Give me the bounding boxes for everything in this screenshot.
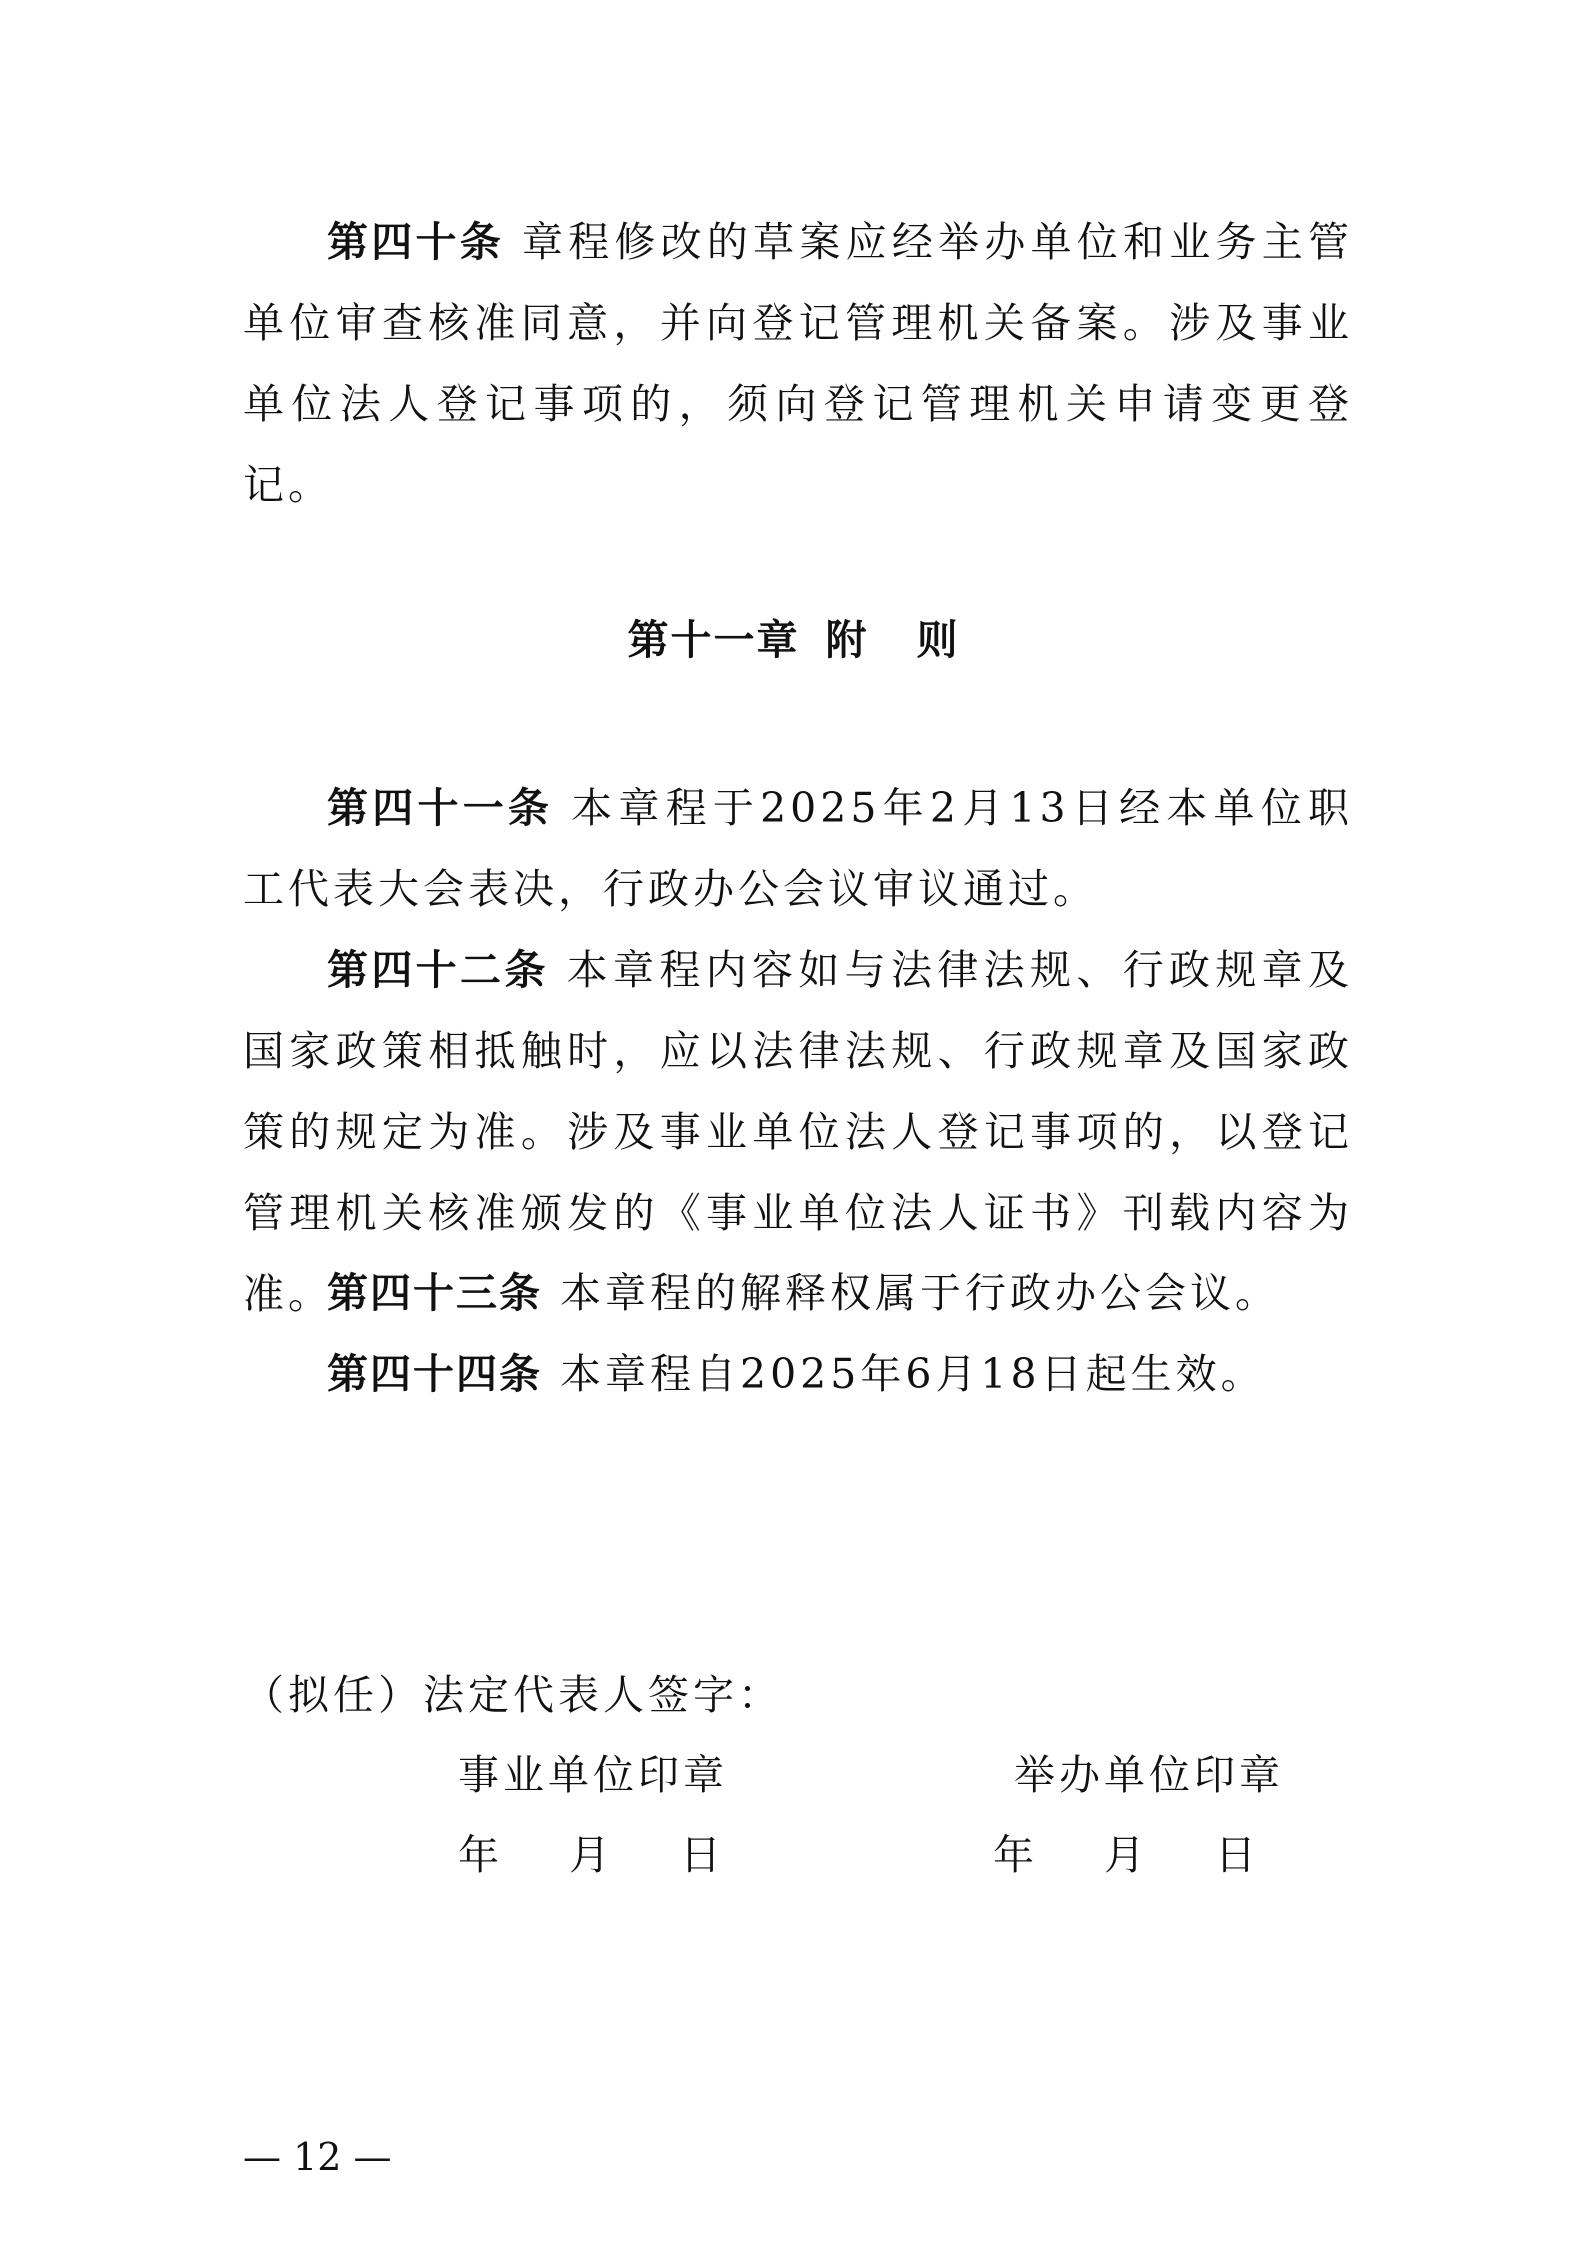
unit-seal-label: 事业单位印章 <box>458 1751 728 1799</box>
article-43-lead: 第四十三条 <box>327 1269 542 1317</box>
page-number: — 12 — <box>243 2135 392 2179</box>
article-40-text: 章程修改的草案应经举办单位和业务主管单位审查核准同意，并向登记管理机关备案。涉及事业单位法人登记事项的，须向登记管理机关申请变更登记。 <box>243 218 1353 509</box>
chapter-title-part2: 则 <box>916 616 960 664</box>
article-41 <box>243 768 1353 930</box>
article-44-lead: 第四十四条 <box>327 1350 542 1398</box>
chapter-heading <box>0 610 1587 670</box>
chapter-title-part1: 附 <box>825 616 869 664</box>
sponsor-date-day: 日 <box>1215 1831 1260 1879</box>
unit-date-line <box>458 1825 725 1885</box>
sponsor-date-month: 月 <box>1104 1831 1149 1879</box>
article-41-lead: 第四十一条 <box>327 784 554 832</box>
article-44-text: 本章程自2025年6月18日起生效。 <box>560 1350 1266 1398</box>
unit-date-year: 年 <box>458 1831 503 1879</box>
chapter-number: 第十一章 <box>627 616 800 664</box>
article-43-text: 本章程的解释权属于行政办公会议。 <box>560 1269 1280 1317</box>
sponsor-date-year: 年 <box>993 1831 1038 1879</box>
article-40-lead: 第四十条 <box>327 218 504 266</box>
sponsor-date-line <box>993 1825 1260 1885</box>
article-44 <box>243 1334 1353 1415</box>
representative-signature-label: （拟任）法定代表人签字： <box>243 1671 783 1719</box>
article-41-text: 本章程于2025年2月13日经本单位职工代表大会表决，行政办公会议审议通过。 <box>243 784 1353 913</box>
article-40 <box>243 202 1353 526</box>
article-42-lead: 第四十二条 <box>327 946 549 994</box>
unit-date-month: 月 <box>569 1831 614 1879</box>
sponsor-seal-label: 举办单位印章 <box>1014 1751 1284 1799</box>
article-42-text: 本章程内容如与法律法规、行政规章及国家政策相抵触时，应以法律法规、行政规章及国家政策的规定为准。涉及事业单位法人登记事项的，以登记管理机关核准颁发的《事业单位法人证书》刊载内容为准。 <box>243 946 1354 1318</box>
unit-date-day: 日 <box>680 1831 725 1879</box>
article-43 <box>243 1253 1353 1334</box>
